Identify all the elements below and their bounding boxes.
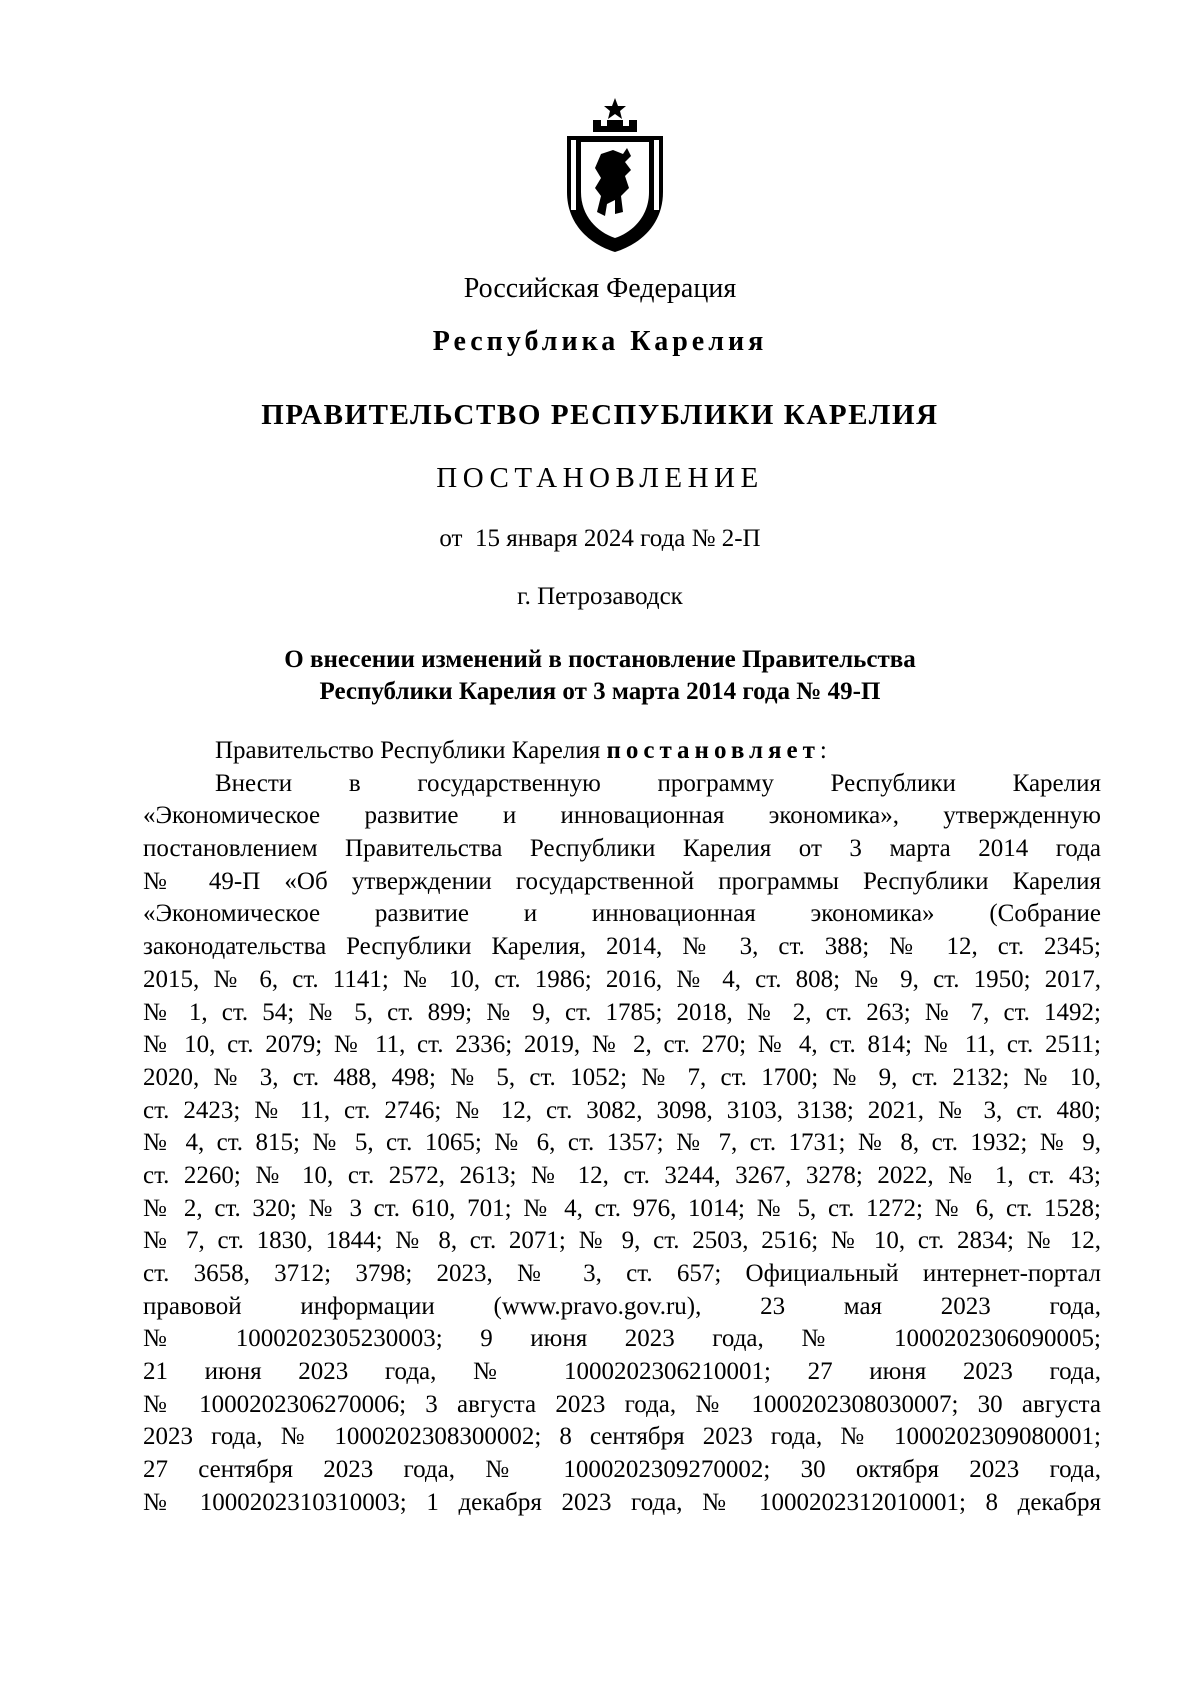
body-line: ст. 3658, 3712; 3798; 2023, № 3, ст. 657; Официальный интернет-портал: [143, 1260, 1101, 1287]
document-date-number: от 15 января 2024 года № 2-П: [439, 525, 761, 552]
body-line: ст. 2423; № 11, ст. 2746; № 12, ст. 3082, 3098, 3103, 3138; 2021, № 3, ст. 480;: [143, 1096, 1101, 1124]
body-line: ст. 2260; № 10, ст. 2572, 2613; № 12, ст. 3244, 3267, 3278; 2022, № 1, ст. 43;: [143, 1161, 1101, 1189]
document-city: г. Петрозаводск: [517, 583, 683, 610]
body-line: № 2, ст. 320; № 3 ст. 610, 701; № 4, ст. 976, 1014; № 5, ст. 1272; № 6, ст. 1528;: [143, 1194, 1101, 1222]
body-line: № 1000202310310003; 1 декабря 2023 года, № 1000202312010001; 8 декабря: [143, 1488, 1101, 1516]
body-line: 2023 года, № 1000202308300002; 8 сентября 2023 года, № 1000202309080001;: [143, 1423, 1101, 1451]
body-line: № 4, ст. 815; № 5, ст. 1065; № 6, ст. 1357; № 7, ст. 1731; № 8, ст. 1932; № 9,: [143, 1129, 1101, 1157]
opening-prefix: Правительство Республики Карелия: [215, 737, 607, 764]
body-line: 21 июня 2023 года, № 1000202306210001; 27 июня 2023 года,: [143, 1358, 1101, 1386]
body-line: правовой информации (www.pravo.gov.ru), 23 мая 2023 года,: [143, 1292, 1101, 1320]
body-line: «Экономическое развитие и инновационная экономика», утвержденную: [143, 802, 1101, 830]
body-line: № 1000202305230003; 9 июня 2023 года, № 1000202306090005;: [143, 1325, 1101, 1353]
body-line: № 49-П «Об утверждении государственной программы Республики Карелия: [143, 867, 1101, 895]
document-type: ПОСТАНОВЛЕНИЕ: [436, 462, 764, 494]
body-line: № 1, ст. 54; № 5, ст. 899; № 9, ст. 1785; 2018, № 2, ст. 263; № 7, ст. 1492;: [143, 998, 1101, 1026]
country-name: Российская Федерация: [463, 273, 737, 304]
document-title-line-1: О внесении изменений в постановление Правительства: [284, 646, 916, 673]
body-line: законодательства Республики Карелия, 2014, № 3, ст. 388; № 12, ст. 2345;: [143, 933, 1101, 961]
body-line: 27 сентября 2023 года, № 1000202309270002; 30 октября 2023 года,: [143, 1456, 1101, 1484]
body-line: Внести в государственную программу Республики Карелия: [215, 769, 1101, 797]
opening-line: [143, 735, 1101, 768]
body-line: 2020, № 3, ст. 488, 498; № 5, ст. 1052; № 7, ст. 1700; № 9, ст. 2132; № 10,: [143, 1063, 1101, 1091]
body-line: постановлением Правительства Республики Карелия от 3 марта 2014 года: [143, 835, 1101, 863]
body-line: № 10, ст. 2079; № 11, ст. 2336; 2019, № 2, ст. 270; № 4, ст. 814; № 11, ст. 2511;: [143, 1031, 1101, 1059]
body-line: «Экономическое развитие и инновационная экономика» (Собрание: [143, 900, 1101, 928]
document-title-line-2: Республики Карелия от 3 марта 2014 года № 49-П: [319, 678, 881, 705]
body-line: № 7, ст. 1830, 1844; № 8, ст. 2071; № 9, ст. 2503, 2516; № 10, ст. 2834; № 12,: [143, 1227, 1101, 1255]
opening-suffix: :: [819, 737, 827, 764]
body-line: № 1000202306270006; 3 августа 2023 года, № 1000202308030007; 30 августа: [143, 1390, 1101, 1418]
body-line: 2015, № 6, ст. 1141; № 10, ст. 1986; 2016, № 4, ст. 808; № 9, ст. 1950; 2017,: [143, 965, 1101, 993]
opening-keyword: постановляет: [606, 737, 820, 764]
document-body: [143, 735, 1101, 1520]
coat-of-arms-emblem: [561, 96, 669, 254]
republic-name: Республика Карелия: [432, 326, 768, 357]
government-name: ПРАВИТЕЛЬСТВО РЕСПУБЛИКИ КАРЕЛИЯ: [261, 399, 939, 431]
